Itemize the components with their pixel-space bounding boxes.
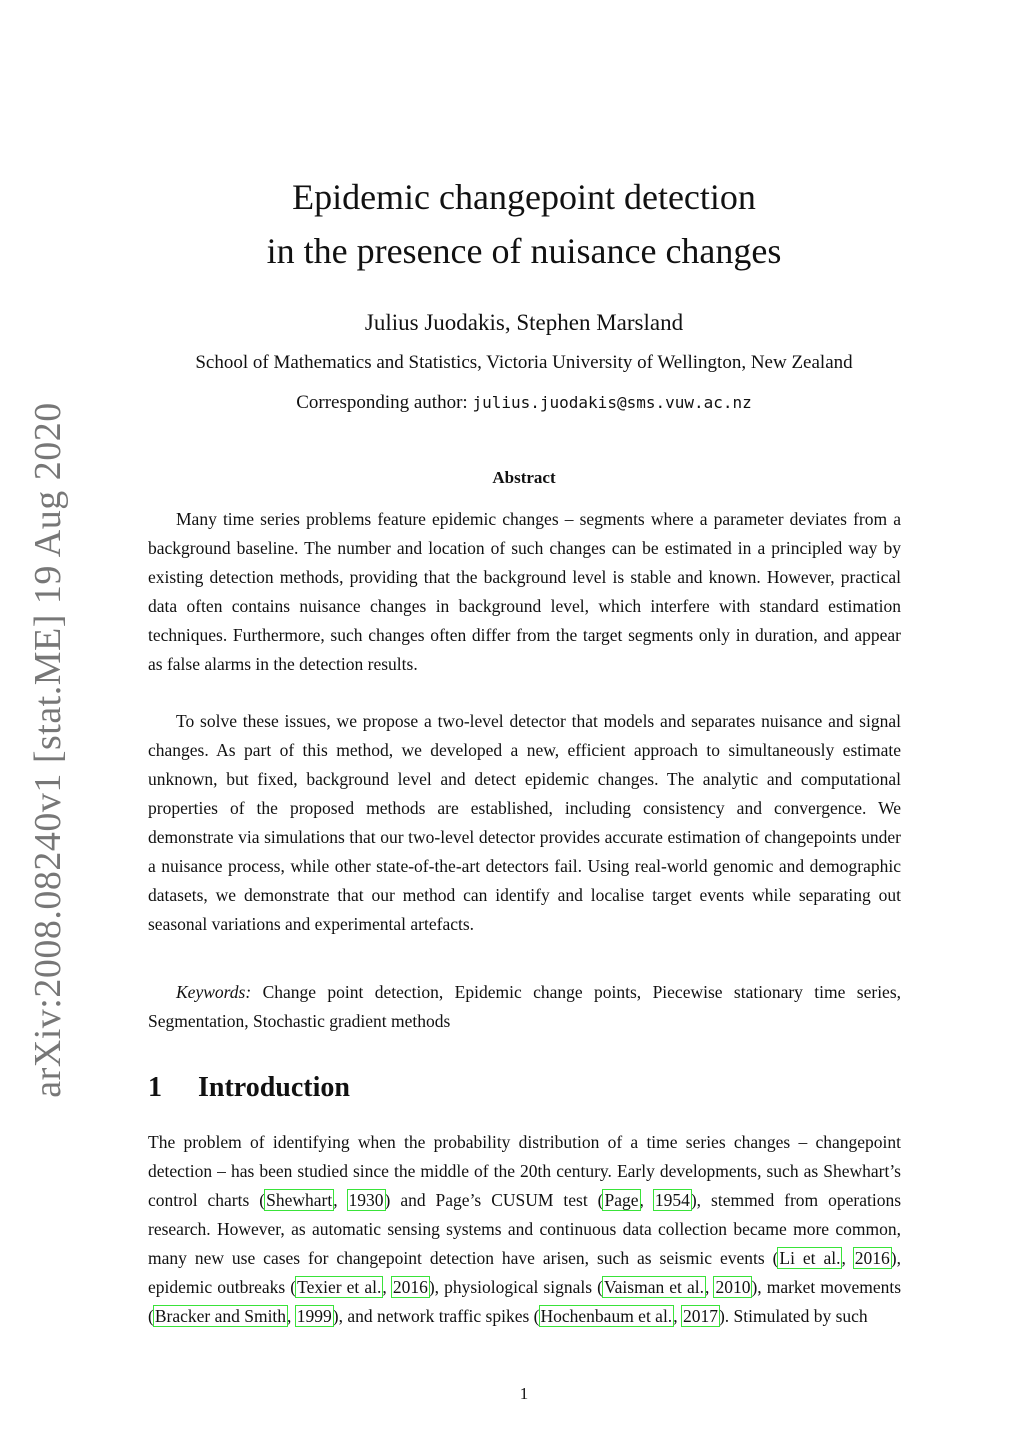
intro-text: , [287,1306,296,1326]
citation-link[interactable]: Page [604,1190,639,1210]
citation-link[interactable]: 2010 [715,1277,751,1297]
paper-title-line-2: in the presence of nuisance changes [266,231,782,271]
citation-link[interactable]: 1999 [296,1306,332,1326]
corresponding-label: Corresponding author: [296,392,468,413]
intro-text: The problem of identifying when the probability distribution of a time series changes – changepoint detection – has been studied since the middle of the 20th century. Early developments, such as Shewhart’s control charts ( [148,1132,901,1210]
intro-text: , [841,1248,854,1268]
citation-link[interactable]: Texier et al. [297,1277,382,1297]
paper-title-line-1: Epidemic changepoint detection [292,177,756,217]
section-title: Introduction [198,1072,350,1103]
citation-link[interactable]: Bracker and Smith [154,1306,287,1326]
abstract-heading: Abstract [492,468,556,487]
intro-text: , [673,1306,682,1326]
intro-paragraph [148,1128,901,1331]
citation-link[interactable]: 2017 [682,1306,718,1326]
intro-text: ), market movements ( [148,1277,902,1326]
citation-link[interactable]: 1954 [654,1190,690,1210]
citation-link[interactable]: Shewhart [266,1190,333,1210]
intro-text: , [639,1190,654,1210]
abstract-text-1: Many time series problems feature epidemic changes – segments where a parameter deviates from a background baseline. The number and location of such changes can be estimated in a principled way by existing detection methods, providing that the background level is stable and known. However, practical data often contains nuisance changes in background level, which interfere with standard estimation techniques. Furthermore, such changes often differ from the target segments only in duration, and appear as false alarms in the detection results. [148,509,901,674]
affiliation: School of Mathematics and Statistics, Victoria University of Wellington, New Zealand [195,352,853,373]
page-number: 1 [519,1384,529,1403]
intro-text: ), and network traffic spikes ( [332,1306,540,1326]
intro-text: ). Stimulated by such [718,1306,868,1326]
intro-text: ), physiological signals ( [428,1277,603,1297]
citation-link[interactable]: 1930 [348,1190,384,1210]
corresponding-author [0,392,1024,414]
abstract-paragraph-1 [148,505,901,679]
author-list: Julius Juodakis, Stephen Marsland [364,310,684,335]
section-number: 1 [148,1072,162,1103]
citation-link[interactable]: Vaisman et al. [603,1277,704,1297]
citation-link[interactable]: Li et al. [779,1248,841,1268]
keywords [148,978,901,1036]
abstract-paragraph-2 [148,707,901,939]
keywords-text: Change point detection, Epidemic change points, Piecewise stationary time series, Segmentation, Stochastic gradient methods [148,982,902,1031]
intro-text: , [382,1277,392,1297]
intro-text: ) and Page’s CUSUM test ( [384,1190,604,1210]
citation-link[interactable]: 2016 [392,1277,428,1297]
intro-text: ), stemmed from operations research. However, as automatic sensing systems and continuous data collection became more common, many new use cases for changepoint detection have arisen, such as seismic events ( [148,1190,902,1268]
keywords-label: Keywords: [176,982,252,1002]
citation-link[interactable]: Hochenbaum et al. [540,1306,673,1326]
intro-text: ), epidemic outbreaks ( [148,1248,901,1297]
intro-text: , [704,1277,715,1297]
arxiv-identifier: arXiv:2008.08240v1 [stat.ME] 19 Aug 2020 [27,402,69,1098]
section-heading [148,1072,350,1104]
citation-link[interactable]: 2016 [854,1248,890,1268]
abstract-text-2: To solve these issues, we propose a two-level detector that models and separates nuisance and signal changes. As part of this method, we developed a new, efficient approach to simultaneously estimate unknown, but fixed, background level and detect epidemic changes. The analytic and computational properties of the proposed methods are established, including consistency and convergence. We demonstrate via simulations that our two-level detector provides accurate estimation of changepoints under a nuisance process, while other state-of-the-art detectors fail. Using real-world genomic and demographic datasets, we demonstrate that our method can identify and localise target events while separating out seasonal variations and experimental artefacts. [148,711,901,934]
intro-text: , [333,1190,348,1210]
corresponding-email: julius.juodakis@sms.vuw.ac.nz [472,393,752,412]
